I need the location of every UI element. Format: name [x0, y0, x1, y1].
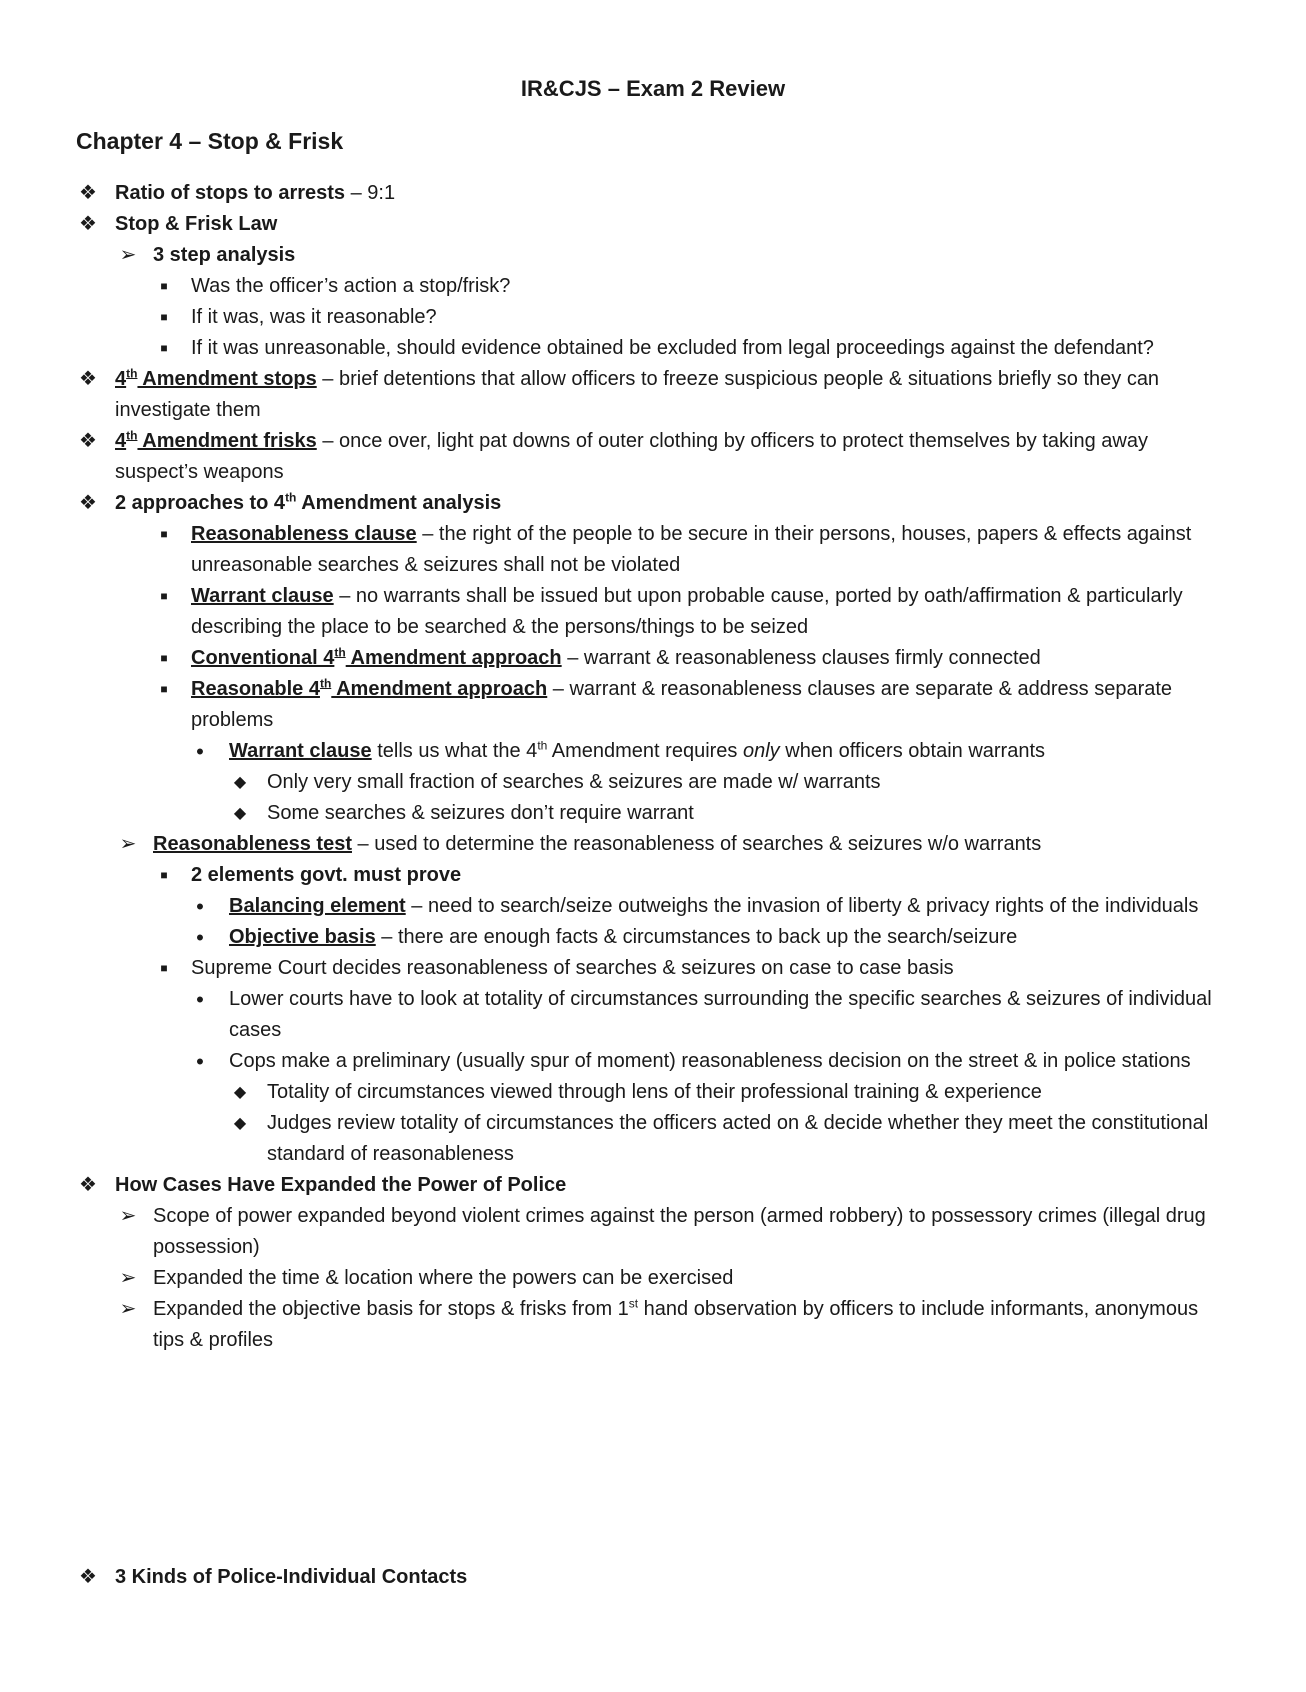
outline-item-text: only	[742, 740, 780, 762]
arrowhead-bullet-icon: ➢	[119, 833, 137, 855]
outline-item-text: Some searches & seizures don’t require warrant	[267, 802, 694, 824]
outline-item-text: th	[126, 428, 138, 443]
outline-item-text: – need to search/seize outweighs the invasion of liberty & privacy rights of the individuals	[405, 895, 1199, 917]
outline-item-text: If it was unreasonable, should evidence obtained be excluded from legal proceedings against the defendant?	[191, 337, 1154, 359]
outline-item	[0, 302, 1306, 333]
outline-item-text: – there are enough facts & circumstances to back up the search/seizure	[375, 926, 1018, 948]
outline-item-text: Amendment approach	[331, 678, 548, 700]
outline-item	[0, 1562, 1306, 1593]
outline-item-text: Amendment analysis	[296, 492, 502, 514]
outline-item-text: Warrant clause	[229, 740, 372, 762]
outline-item-text: hand observation by officers to include informants, anonymous tips & profiles	[153, 1298, 1199, 1351]
outline-item-text: th	[126, 366, 138, 381]
outline-item-text: – used to determine the reasonableness of searches & seizures w/o warrants	[351, 833, 1042, 855]
dot-bullet-icon: •	[196, 925, 204, 950]
outline-item	[0, 364, 1306, 426]
outline-item-text: 4	[115, 430, 127, 452]
outline-item	[0, 1263, 1306, 1294]
square-bullet-icon: ■	[160, 589, 168, 603]
outline-item-text: – once over, light pat downs of outer clothing by officers to protect themselves by taking away suspect’s weapons	[115, 430, 1148, 483]
outline-item-text: Amendment frisks	[137, 430, 317, 452]
outline-item-text: th	[537, 738, 548, 753]
outline-item	[0, 798, 1306, 829]
outline-item	[0, 891, 1306, 922]
outline-item	[0, 922, 1306, 953]
outline-item	[0, 674, 1306, 736]
outline-item-text: Cops make a preliminary (usually spur of moment) reasonableness decision on the street & in police stations	[229, 1050, 1191, 1072]
diamond-cross-bullet-icon: ❖	[79, 1566, 97, 1588]
dot-bullet-icon: •	[196, 894, 204, 919]
diamond-bullet-icon: ◆	[233, 1115, 247, 1132]
outline-item-text: Only very small fraction of searches & seizures are made w/ warrants	[267, 771, 881, 793]
square-bullet-icon: ■	[160, 310, 168, 324]
outline-item-text: Amendment stops	[137, 368, 317, 390]
outline-item	[0, 178, 1306, 209]
outline-item	[0, 1077, 1306, 1108]
diamond-cross-bullet-icon: ❖	[79, 430, 97, 452]
diamond-cross-bullet-icon: ❖	[79, 182, 97, 204]
outline-item-text: – the right of the people to be secure in their persons, houses, papers & effects against unreasonable searches & seizures shall not be violated	[191, 523, 1192, 576]
outline-item-text: th	[285, 490, 297, 505]
outline-item-text: Ratio of stops to arrests	[115, 182, 346, 204]
outline-item-text: Warrant clause	[191, 585, 334, 607]
outline-item-text: Supreme Court decides reasonableness of searches & seizures on case to case basis	[191, 957, 954, 979]
square-bullet-icon: ■	[160, 868, 168, 882]
outline-item	[0, 829, 1306, 860]
bottom-outline-list	[0, 1562, 1306, 1593]
outline-item-text: If it was, was it reasonable?	[191, 306, 437, 328]
outline-item	[0, 860, 1306, 891]
outline-item	[0, 1108, 1306, 1170]
outline-list	[0, 178, 1306, 1356]
outline-item-text: Objective basis	[229, 926, 376, 948]
outline-item	[0, 240, 1306, 271]
diamond-cross-bullet-icon: ❖	[79, 492, 97, 514]
outline-item-text: Reasonableness test	[153, 833, 352, 855]
arrowhead-bullet-icon: ➢	[119, 244, 137, 266]
outline-item	[0, 1294, 1306, 1356]
square-bullet-icon: ■	[160, 341, 168, 355]
outline-item-text: Amendment requires	[547, 740, 743, 762]
outline-item-text: 4	[115, 368, 127, 390]
arrowhead-bullet-icon: ➢	[119, 1298, 137, 1320]
outline-item-text: Lower courts have to look at totality of circumstances surrounding the specific searches & seizures of individual cases	[229, 988, 1212, 1041]
outline-item-text: Scope of power expanded beyond violent crimes against the person (armed robbery) to possessory crimes (illegal drug possession)	[153, 1205, 1206, 1258]
outline-item	[0, 1201, 1306, 1263]
diamond-bullet-icon: ◆	[233, 1084, 247, 1101]
outline-item	[0, 581, 1306, 643]
diamond-cross-bullet-icon: ❖	[79, 1174, 97, 1196]
square-bullet-icon: ■	[160, 682, 168, 696]
square-bullet-icon: ■	[160, 279, 168, 293]
outline-item	[0, 333, 1306, 364]
dot-bullet-icon: •	[196, 987, 204, 1012]
outline-item-text: Reasonable 4	[191, 678, 320, 700]
outline-item	[0, 209, 1306, 240]
square-bullet-icon: ■	[160, 527, 168, 541]
diamond-cross-bullet-icon: ❖	[79, 213, 97, 235]
outline-item-text: th	[319, 676, 332, 691]
arrowhead-bullet-icon: ➢	[119, 1267, 137, 1289]
outline-item-text: tells us what the 4	[371, 740, 538, 762]
diamond-bullet-icon: ◆	[233, 774, 247, 791]
outline-item	[0, 736, 1306, 767]
outline-item-text: – warrant & reasonableness clauses are separate & address separate problems	[191, 678, 1173, 731]
outline-item-text: – no warrants shall be issued but upon probable cause, ported by oath/affirmation & particularly describing the place to be searched & the persons/things to be seized	[191, 585, 1183, 638]
outline-item-text: Stop & Frisk Law	[115, 213, 278, 235]
square-bullet-icon: ■	[160, 961, 168, 975]
outline-item-text: – warrant & reasonableness clauses firmly connected	[561, 647, 1041, 669]
dot-bullet-icon: •	[196, 1049, 204, 1074]
outline-item-text: Conventional 4	[191, 647, 335, 669]
outline-item	[0, 426, 1306, 488]
outline-item	[0, 271, 1306, 302]
outline-item-text: Expanded the objective basis for stops & frisks from 1	[153, 1298, 629, 1320]
outline-item-text: 2 approaches to 4	[115, 492, 286, 514]
outline-item-text: Was the officer’s action a stop/frisk?	[191, 275, 511, 297]
outline-item-text: Reasonableness clause	[191, 523, 417, 545]
outline-item	[0, 984, 1306, 1046]
outline-item-text: 2 elements govt. must prove	[191, 864, 462, 886]
outline-item-text: – 9:1	[345, 182, 396, 204]
outline-item	[0, 1170, 1306, 1201]
outline-item-text: 3 step analysis	[153, 244, 296, 266]
dot-bullet-icon: •	[196, 739, 204, 764]
diamond-bullet-icon: ◆	[233, 805, 247, 822]
outline-item	[0, 1046, 1306, 1077]
outline-item-text: Judges review totality of circumstances the officers acted on & decide whether they meet the constitutional standard of reasonableness	[267, 1112, 1209, 1165]
outline-item-text: th	[334, 645, 346, 660]
outline-item-text: Balancing element	[229, 895, 406, 917]
outline-item-text: st	[628, 1296, 639, 1311]
outline-item	[0, 488, 1306, 519]
outline-item	[0, 767, 1306, 798]
outline-item-text: Expanded the time & location where the powers can be exercised	[153, 1267, 734, 1289]
outline-item-text: when officers obtain warrants	[779, 740, 1046, 762]
outline-item	[0, 643, 1306, 674]
arrowhead-bullet-icon: ➢	[119, 1205, 137, 1227]
square-bullet-icon: ■	[160, 651, 168, 665]
chapter-heading: Chapter 4 – Stop & Frisk	[76, 128, 344, 154]
outline-item	[0, 953, 1306, 984]
outline-item-text: – brief detentions that allow officers to freeze suspicious people & situations briefly so they can investigate them	[115, 368, 1160, 421]
outline-item-text: 3 Kinds of Police-Individual Contacts	[115, 1566, 468, 1588]
document-title: IR&CJS – Exam 2 Review	[520, 76, 786, 101]
outline-item-text: Totality of circumstances viewed through lens of their professional training & experience	[267, 1081, 1042, 1103]
outline-item	[0, 519, 1306, 581]
outline-item-text: How Cases Have Expanded the Power of Police	[115, 1174, 567, 1196]
diamond-cross-bullet-icon: ❖	[79, 368, 97, 390]
outline-item-text: Amendment approach	[345, 647, 562, 669]
